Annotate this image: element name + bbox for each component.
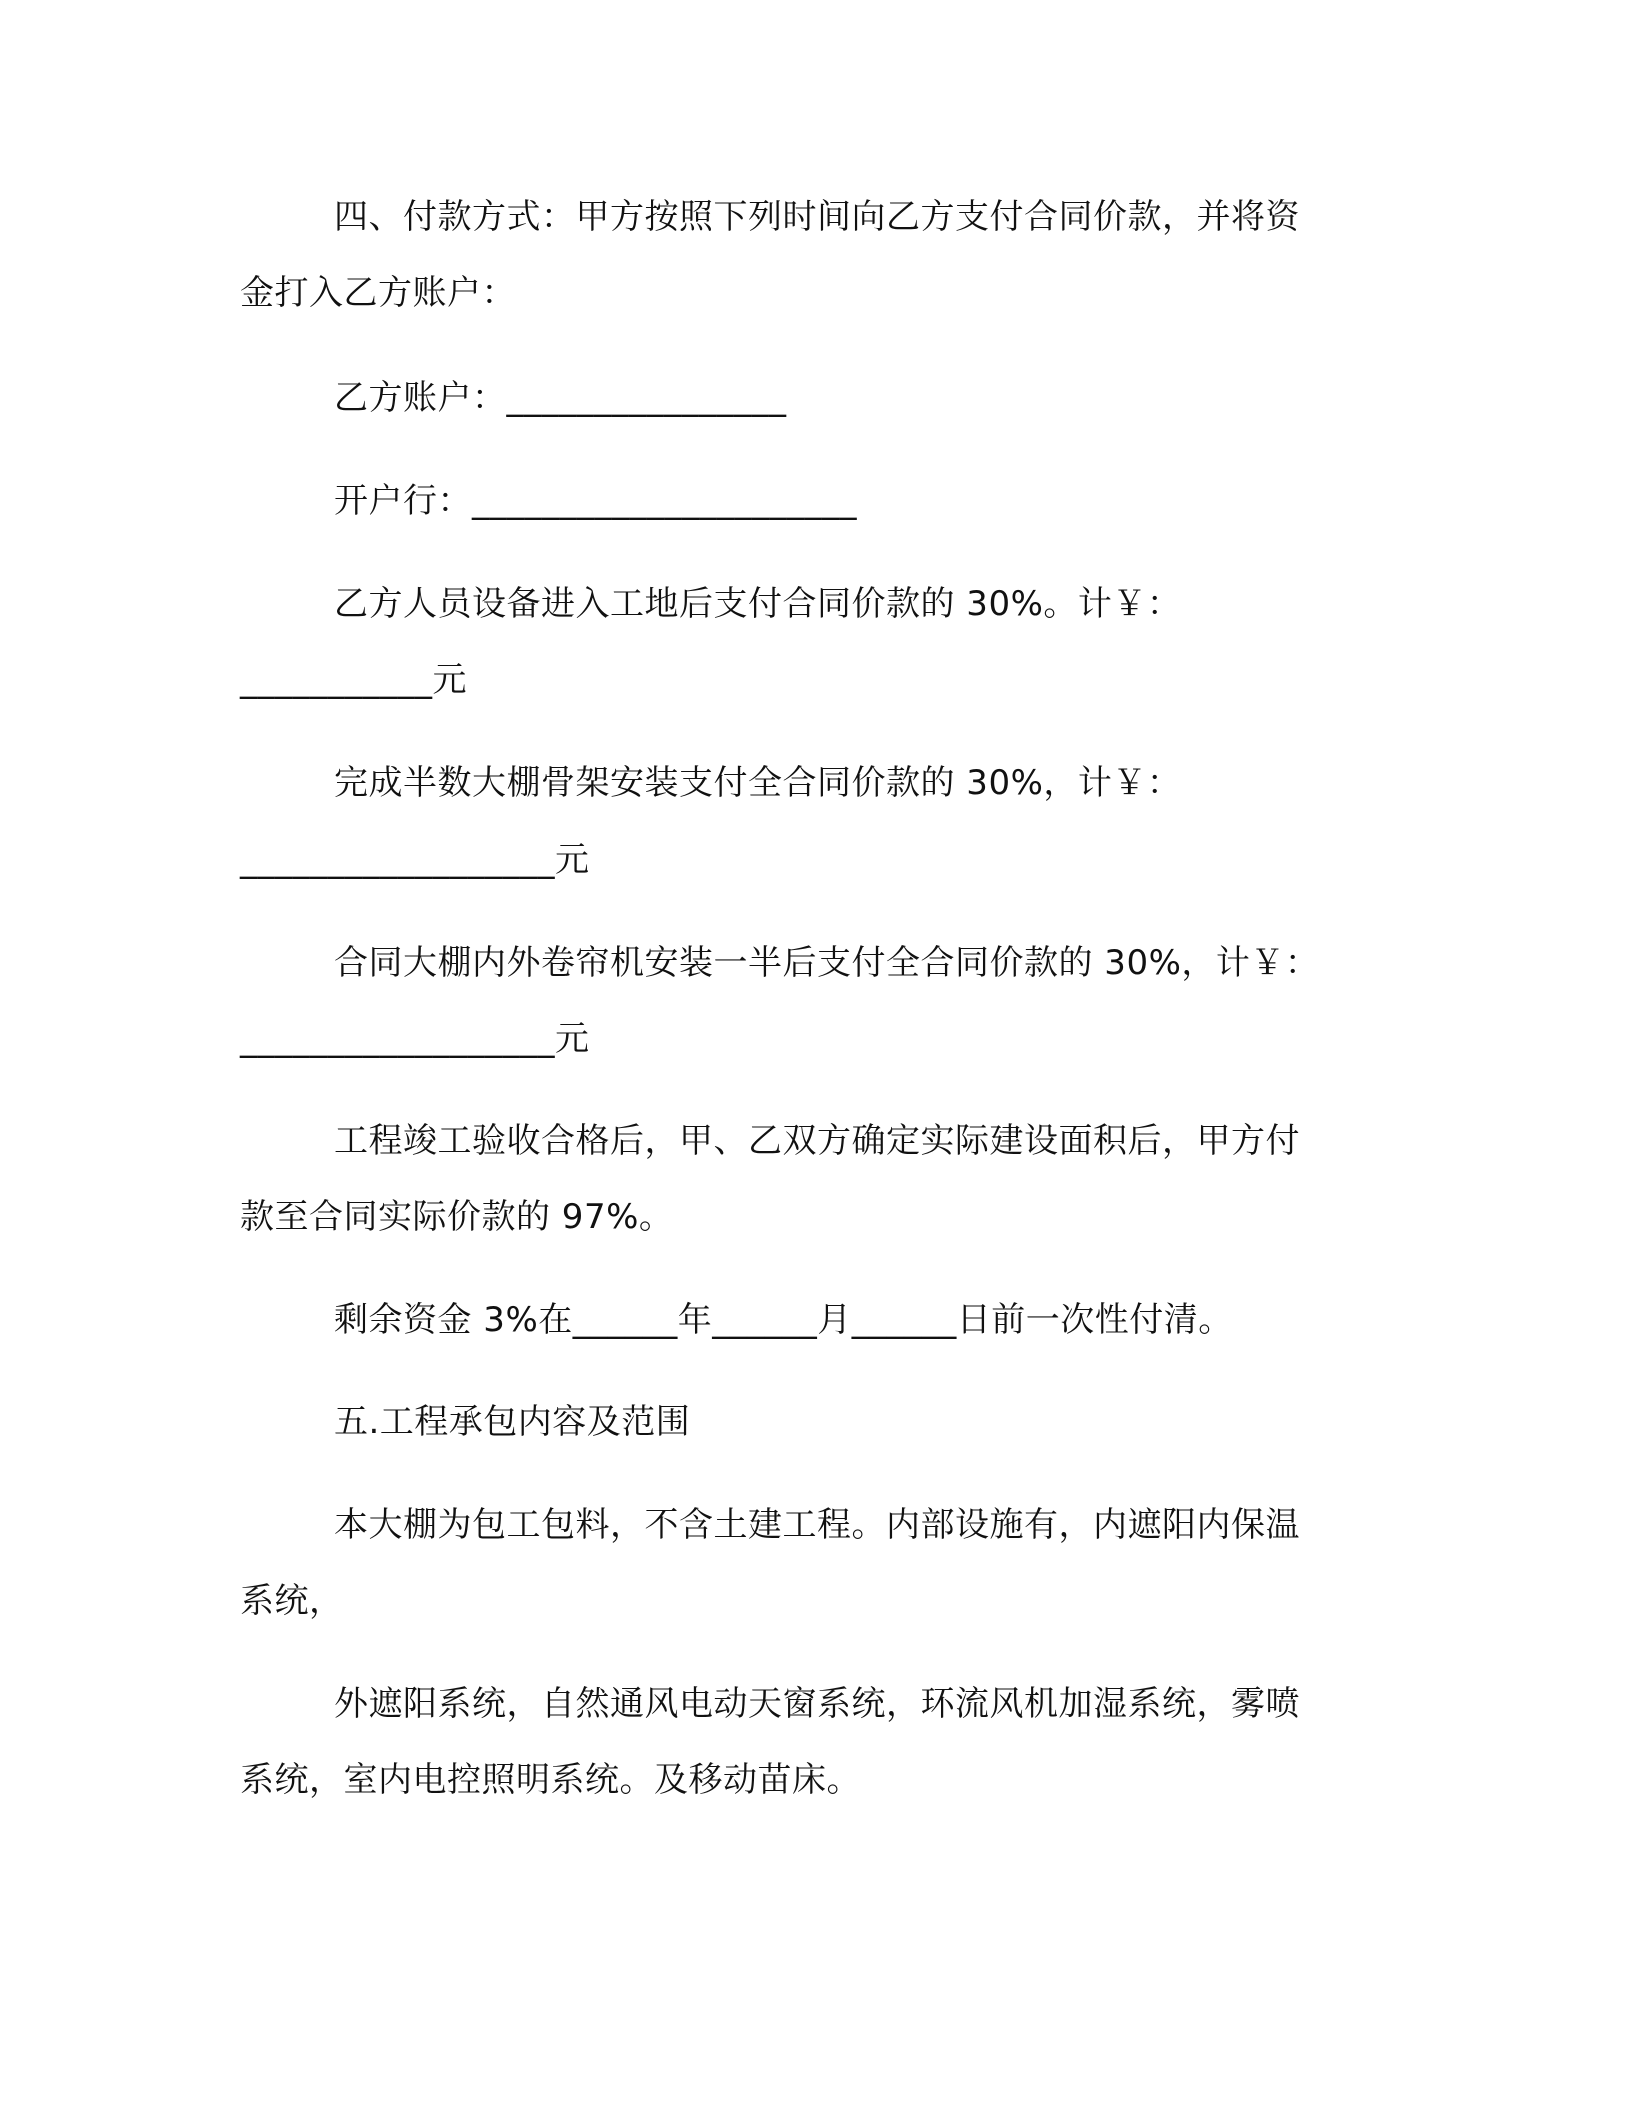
payment-clause-1: 乙方人员设备进入工地后支付合同价款的 30%。计￥： [334, 584, 1182, 624]
payment-clause-2-amount: __________________元 [240, 840, 590, 880]
bank-line: 开户行：______________________ [334, 481, 857, 521]
payment-clause-4-cont: 款至合同实际价款的 97%。 [240, 1197, 674, 1237]
scope-paragraph-1: 本大棚为包工包料，不含土建工程。内部设施有，内遮阳内保温 [334, 1505, 1300, 1545]
scope-paragraph-1-cont: 系统， [240, 1581, 344, 1621]
payment-method-heading: 四、付款方式：甲方按照下列时间向乙方支付合同价款，并将资 [334, 197, 1300, 237]
party-b-account-line: 乙方账户：________________ [334, 378, 787, 418]
payment-clause-4: 工程竣工验收合格后，甲、乙双方确定实际建设面积后，甲方付 [334, 1121, 1300, 1161]
section-five-heading: 五.工程承包内容及范围 [334, 1402, 691, 1442]
payment-clause-3: 合同大棚内外卷帘机安装一半后支付全合同价款的 30%，计￥： [334, 943, 1320, 983]
payment-clause-1-amount: ___________元 [240, 660, 467, 700]
scope-paragraph-2: 外遮阳系统，自然通风电动天窗系统，环流风机加湿系统，雾喷 [334, 1684, 1300, 1724]
payment-clause-2: 完成半数大棚骨架安装支付全合同价款的 30%，计￥： [334, 763, 1182, 803]
balance-payment-clause: 剩余资金 3%在______年______月______日前一次性付清。 [334, 1300, 1233, 1340]
payment-clause-3-amount: __________________元 [240, 1019, 590, 1059]
scope-paragraph-2-cont: 系统，室内电控照明系统。及移动苗床。 [240, 1760, 861, 1800]
payment-method-heading-cont: 金打入乙方账户： [240, 273, 516, 313]
